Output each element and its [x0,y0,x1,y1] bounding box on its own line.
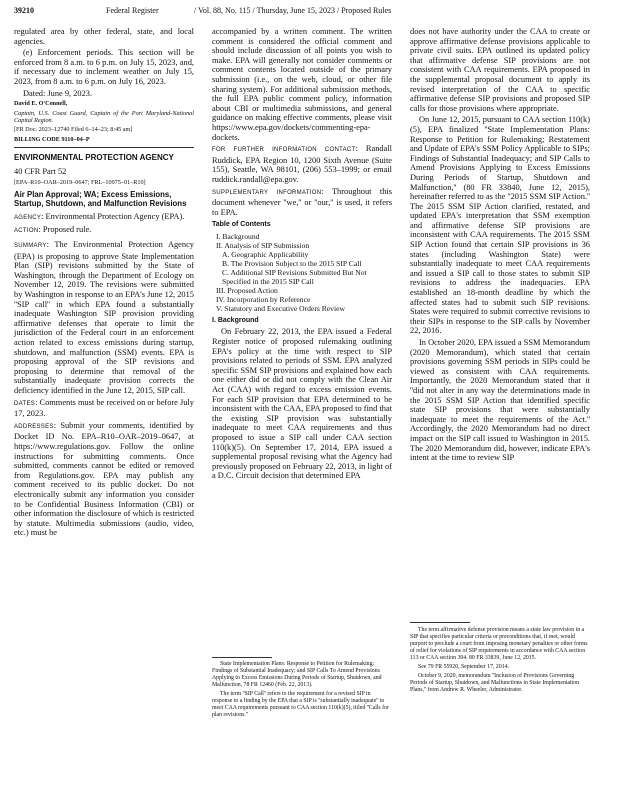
paragraph: On February 22, 2013, the EPA issued a Federal Register notice of proposed rulemaking outlining EPA's policy at the time with respect to SIP provisions related to periods of SSM. EPA analyzed specific SSM SIP provisions and explained how each one either did or did not comply with the Clean Air Act (CAA) with regard to excess emission events. For each SIP provision that EPA determined to be inconsistent with the CAA, EPA proposed to find that the existing SIP provision was substantially inadequate to meet CAA requirements and thus proposed to issue a SIP call under CAA section 110(k)(5). On September 17, 2014, EPA issued a supplemental proposal revising what the Agency had previously proposed on February 22, 2013, in light of a D.C. Circuit decision that determined EPA [212,327,392,481]
rule-title: Air Plan Approval; WA; Excess Emissions, Startup, Shutdown, and Malfunction Revisions [14,189,187,209]
column-2 [212,27,392,483]
action-value: : Proposed rule. [38,225,92,235]
footnote: State Implementation Plans: Response to Petition for Rulemaking; Findings of Substantial Inadequacy; and SIP Calls To Amend Provisions Applying to Excess Emissions During Periods of Startup, Shutdown, and Malfunction, 78 FR 12460 (Feb. 22, 2013). [212,661,382,688]
summary-label: SUMMARY [14,243,47,250]
footnote: October 9, 2020, memorandum ''Inclusion of Provisions Governing Periods of Startup, Shutdown, and Malfunctions in State Implementation Plans,'' from Andrew R. Wheeler, Administrator. [410,673,580,693]
summary-paragraph [14,240,194,396]
divider [14,147,194,148]
toc-item: V. Statutory and Executive Orders Review [216,303,345,313]
page-number: 39210 [14,6,34,15]
footnote: The term affirmative defense provision means a state law provision in a SIP that specifies particular criteria or preconditions that, if met, would purport to preclude a court from imposing monetary penalties or other forms of relief for violations of SIP requirements in accordance with CAA section 113 or CAA section 304. 80 FR 33839, June 12, 2015. [410,627,588,661]
docket-id: [EPA–R10–OAR–2019–0647; FRL–10975–01–R10] [14,179,146,187]
contact-text: : Randall Ruddick, EPA Region 10, 1200 Sixth Avenue (Suite 155), Seattle, WA 98101, (206) 553–1999; or email ruddick.randall@epa.gov. [212,144,392,184]
column-3 [410,27,590,465]
paragraph: On June 12, 2015, pursuant to CAA section 110(k)(5), EPA finalized ''State Implementation Plans: Response to Petition for Rulemaking; Restatement and Update of EPA's SSM Policy Applicable to SIPs; Findings of Substantial Inadequacy; and SIP Calls to Amend Provisions Applying to Excess Emissions During Periods of Startup, Shutdown and Malfunction,'' (80 FR 33840, June 12, 2015), hereinafter referred to as the ''2015 SSM SIP Action.'' The 2015 SSM SIP Action clarified, restated, and updated EPA's interpretation that SSM exemption and affirmative defense SIP provisions are inconsistent with CAA requirements. The 2015 SSM SIP Action found that certain SIP provisions in 36 states (including Washington State) were substantially inadequate to meet CAA requirements and issued a SIP call to those states to submit SIP revisions to address the inadequacies. EPA established an 18-month deadline by which the affected states had to submit such SIP revisions. States were required to submit corrective revisions to their SIPs in response to the SIP calls by November 22, 2016. [410,115,590,336]
table-of-contents [212,232,392,313]
toc-item: B. The Provision Subject to the 2015 SIP Call [222,258,362,268]
billing-code: BILLING CODE 9110–04–P [14,135,90,143]
agency-label: AGENCY [14,214,42,221]
agency-name: ENVIRONMENTAL PROTECTION AGENCY [14,153,174,163]
footnote-area [212,661,392,719]
toc-item: I. Background [216,231,260,241]
toc-item: II. Analysis of SIP Submission [216,240,310,250]
footnote-area [410,627,590,694]
contact-paragraph [212,144,392,184]
dates-paragraph [14,398,194,419]
addresses-paragraph [14,421,194,538]
page-header [14,6,606,19]
paragraph: (e) Enforcement periods. This section will be enforced from 8 a.m. to 6 p.m. on July 15, 2023, and, if necessary due to inclement weather on July 15, 2023, from 8 a.m. to 6 p.m. on July 16, 2023. [14,48,194,86]
column-1 [14,27,194,540]
action-line [14,225,194,237]
summary-text: : The Environmental Protection Agency (EPA) is proposing to approve State Implementation Plan (SIP) revisions submitted by the State of Washington, through the Department of Ecology on November 12, 2019. The revisions were submitted by Washington in response to an EPA's June 12, 2015 ''SIP call'' in which EPA found a substantially inadequate Washington SIP provision providing affirmative defenses that operate to limit the jurisdiction of the Federal court in an enforcement action related to excess emissions during startup, shutdown, and malfunction (SSM) events. EPA is proposing approval of the SIP revisions and proposing to determine that removal of the substantially inadequate provision corrects the deficiency identified in the June 12, 2015, SIP call. [14,240,194,395]
contact-label: FOR FURTHER INFORMATION CONTACT [212,147,356,154]
cfr-part: 40 CFR Part 52 [14,166,67,176]
paragraph: regulated area by other federal, state, and local agencies. [14,27,194,46]
action-label: ACTION [14,228,39,235]
paragraph: In October 2020, EPA issued a SSM Memorandum (2020 Memorandum), which stated that certain provisions governing SSM periods in SIPs could be viewed as consistent with CAA requirements. Importantly, the 2020 Memorandum stated that it ''did not alter in any way the determinations made in the 2015 SSM SIP Action that identified specific state SIP provisions that were substantially inadequate to meet the requirements of the Act.'' Accordingly, the 2020 Memorandum had no direct impact on the SIP call issued to Washington in 2015. The 2020 Memorandum did, however, indicate EPA's intent at the time to review SIP [410,338,590,463]
fr-doc-line: [FR Doc. 2023–12740 Filed 6–14–23; 8:45 am] [14,126,133,134]
paragraph: does not have authority under the CAA to create or approve affirmative defense provisions applicable to private civil suits. EPA outlined its updated policy that affirmative defense SIP provisions are not consistent with CAA requirements. EPA proposed in the supplemental proposal document to apply its revised interpretation of the CAA to specific affirmative defense SIP provisions and proposed SIP calls for those provisions where appropriate. [410,27,590,113]
toc-item: IV. Incorporation by Reference [216,294,311,304]
dates-text: : Comments must be received on or before July 17, 2023. [14,397,194,419]
dated-line: Dated: June 9, 2023. [23,88,93,98]
issue-info: / Vol. 88, No. 115 / Thursday, June 15, 2023 / Proposed Rules [194,6,392,15]
signer-title: Captain, U.S. Coast Guard, Captain of the Port Maryland-National Capital Region. [14,109,194,124]
supplementary-label: SUPPLEMENTARY INFORMATION [212,189,322,196]
toc-title: Table of Contents [212,221,271,229]
toc-item: A. Geographic Applicability [222,249,309,259]
publication-name: Federal Register [106,6,159,15]
agency-line [14,212,194,224]
toc-item: C. Additional SIP Revisions Submitted But Not Specified in the 2015 SIP Call [222,267,367,286]
signer-name: David E. O'Connell, [14,100,68,108]
supplementary-paragraph [212,187,392,218]
dates-label: DATES [14,400,36,407]
supplementary-text: : Throughout this document whenever ''we,'' or ''our,'' is used, it refers to EPA. [212,186,392,217]
agency-value: : Environmental Protection Agency (EPA). [41,211,185,221]
addresses-text: : Submit your comments, identified by Docket ID No. EPA–R10–OAR–2019–0647, at https://www.regulations.gov. Follow the online instructions for submitting comments. Once submitted, comments cannot be edited or removed from Regulations.gov. EPA may publish any comment received to its public docket. Do not electronically submit any information you consider to be Confidential Business Information (CBI) or other information the disclosure of which is restricted by statute. Multimedia submissions (audio, video, etc.) must be [14,420,194,538]
toc-item: III. Proposed Action [216,285,278,295]
footnote-divider [410,622,470,623]
paragraph: accompanied by a written comment. The written comment is considered the official comment and should include discussion of all points you wish to make. EPA will generally not consider comments or comment contents located outside of the primary submission (i.e., on the web, cloud, or other file sharing system). For additional submission methods, the full EPA public comment policy, information about CBI or multimedia submissions, and general guidance on making effective comments, please visit https://www.epa.gov/dockets/commenting-epa-dockets. [212,27,392,142]
footnote-divider [212,657,272,658]
addresses-label: ADDRESSES [14,423,54,430]
footnote: See 79 FR 55920, September 17, 2014. [418,664,509,670]
section-heading: I. Background [212,316,259,324]
footnote: The term ''SIP Call'' refers to the requirement for a revised SIP in response to a finding by the EPA that a SIP is ''substantially inadequate'' to meet CAA requirements pursuant to CAA section 110(k)(5), titled ''Calls for plan revisions.'' [212,691,389,718]
